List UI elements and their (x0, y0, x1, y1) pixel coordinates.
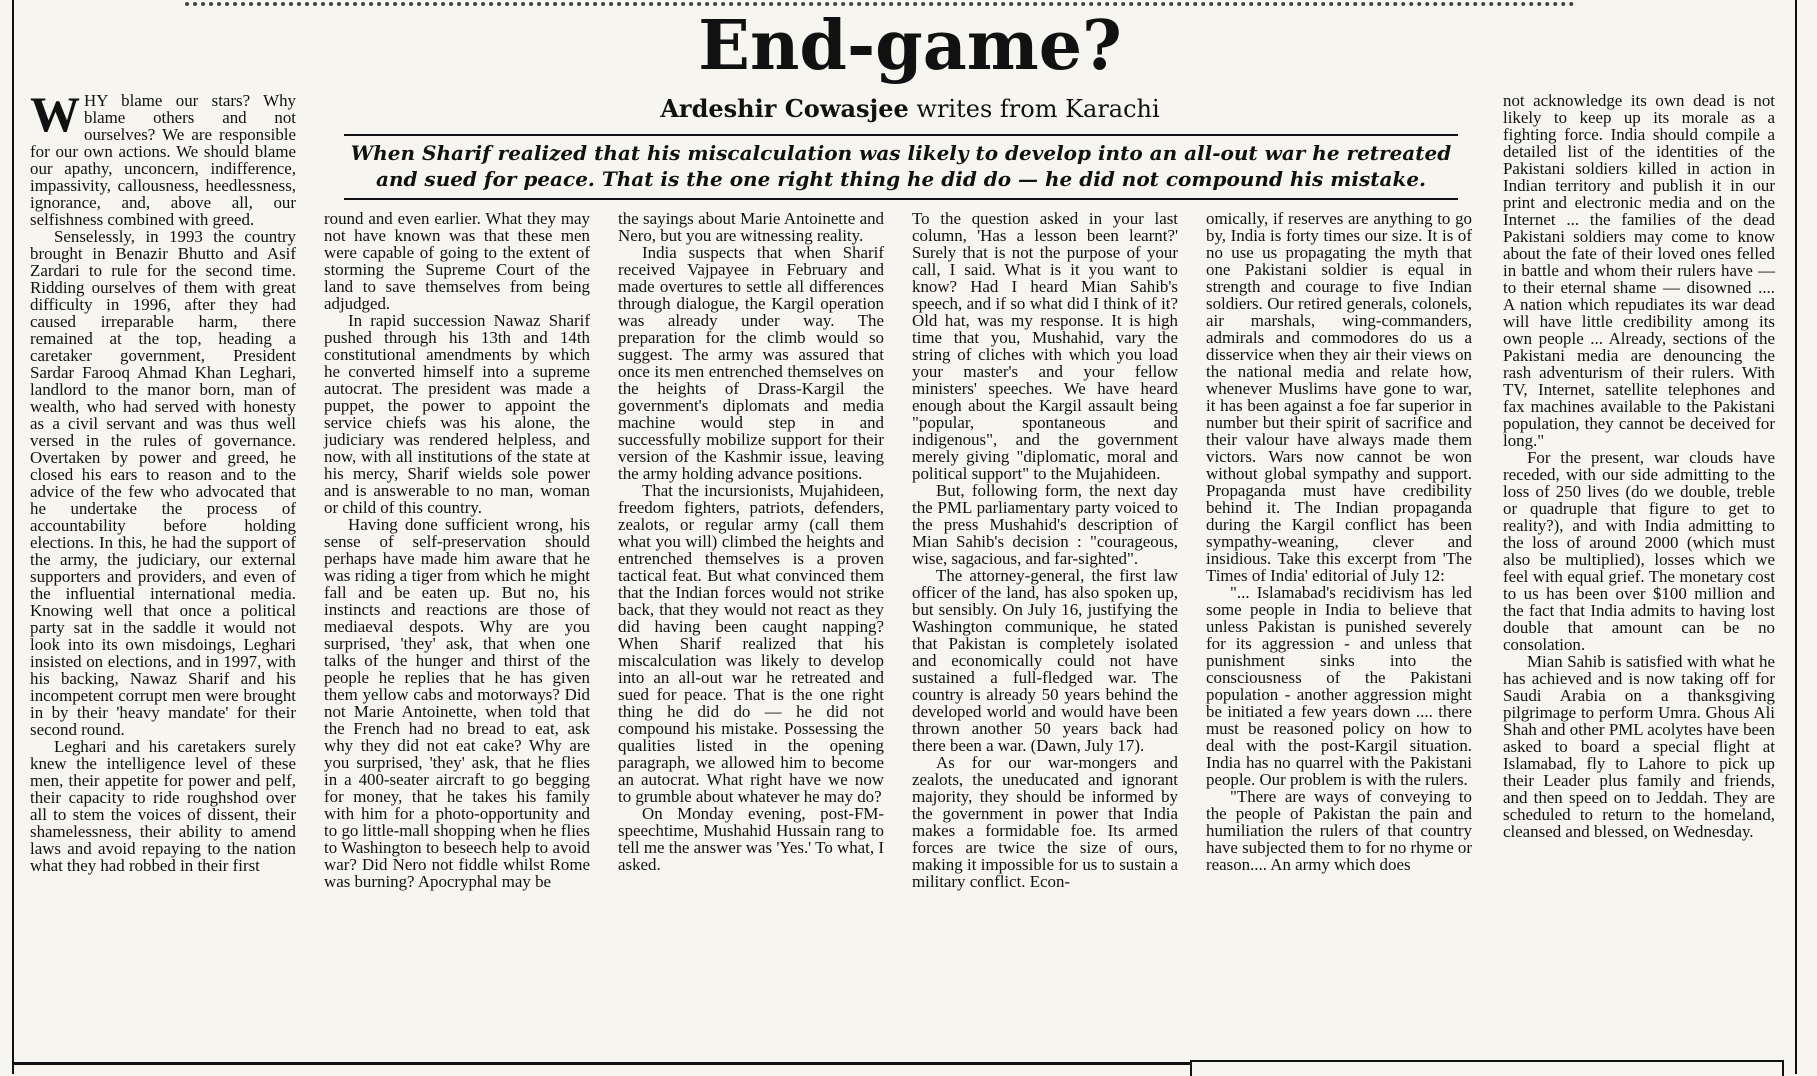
article-column-1 (30, 86, 296, 1052)
right-border-rule (1795, 0, 1797, 1074)
paragraph (1503, 653, 1775, 840)
paragraph-text: The attorney-general, the first law officer of the land, has also spoken up, but sensibly. On July 16, justifying the Washington communique, he stated that Pakistan is completely isolated and economically could not have sustained a full-fledged war. The country is already 50 years behind the developed world and would have been thrown another 50 years back had there been a war. (Dawn, July 17). (912, 566, 1178, 755)
paragraph (324, 312, 590, 516)
paragraph (30, 86, 296, 229)
paragraph (1206, 210, 1472, 584)
byline (560, 94, 1260, 124)
article-column-2 (324, 210, 590, 890)
paragraph-text: As for our war-mongers and zealots, the uneducated and ignorant majority, they should be informed by the government in power that India makes a formidable foe. Its armed forces are twice the size of ours, making it impossible for us to sustain a military conflict. Econ- (912, 753, 1178, 891)
paragraph (912, 754, 1178, 890)
paragraph-text: "There are ways of conveying to the people of Pakistan the pain and humiliation the rulers of that country have subjected them to for no rhyme or reason.... An army which does (1206, 787, 1472, 874)
paragraph (324, 210, 590, 312)
paragraph (1206, 584, 1472, 788)
article-column-3 (618, 210, 884, 873)
paragraph-text: Mian Sahib is satisfied with what he has achieved and is now taking off for Saudi Arabia on a thanksgiving pilgrimage to perform Umra. Ghous Ali Shah and other PML acolytes have been asked to board a special flight at Islamabad, fly to Lahore to pick up their Leader plus family and friends, and then speed on to Jeddah. They are scheduled to return to the homeland, cleansed and blessed, on Wednesday. (1503, 652, 1775, 841)
paragraph (618, 805, 884, 873)
paragraph (30, 738, 296, 874)
paragraph (1206, 788, 1472, 873)
paragraph-text: Senselessly, in 1993 the country brought in Benazir Bhutto and Asif Zardari to rule for the second time. Ridding ourselves of them with great difficulty in 1996, after they had caused irreparable harm, there remained at the top, heading a caretaker government, President Sardar Farooq Ahmad Khan Leghari, landlord to the manor born, man of wealth, who had served with honesty as a civil servant and was thus well versed in the rules of governance. Overtaken by power and greed, he closed his ears to reason and to the advice of the few who advocated that he undertake the process of accountability before holding elections. In this, he had the support of the army, the judiciary, our external supporters and providers, and even of the influential international media. Knowing well that once a political party sat in the saddle it would not look into its own misdoings, Leghari insisted on elections, and in 1997, with his backing, Nawaz Sharif and his incompetent corrupt men were brought in by their 'heavy mandate' for their second round. (30, 227, 296, 739)
paragraph (618, 482, 884, 805)
drop-cap: W (30, 86, 80, 142)
paragraph (324, 516, 590, 890)
bottom-rule (12, 1062, 1192, 1065)
standfirst: When Sharif realized that his miscalculation was likely to develop into an all-out war he retreated and sued for peace. That is the one right thing he did do — he did not compound his mistake. (344, 134, 1458, 200)
paragraph-text: On Monday evening, post-FM-speechtime, Mushahid Hussain rang to tell me the answer was 'Yes.' To what, I asked. (618, 804, 884, 874)
paragraph-text: round and even earlier. What they may not have known was that these men were capable of going to the extent of storming the Supreme Court of the land to save themselves from being adjudged. (324, 209, 590, 313)
paragraph-text: "... Islamabad's recidivism has led some people in India to believe that unless Pakistan is punished severely for its aggression - and unless that punishment sinks into the consciousness of the Pakistani population - another aggression might be initiated a few years down .... there must be reasoned policy on how to deal with the post-Kargil situation. India has no quarrel with the Pakistani people. Our problem is with the rulers. (1206, 583, 1472, 789)
paragraph (1503, 92, 1775, 449)
paragraph (618, 244, 884, 482)
byline-location: writes from Karachi (916, 95, 1160, 123)
paragraph-text: To the question asked in your last column, 'Has a lesson been learnt?' Surely that is not the purpose of your call, I said. What is it you want to know? Had I heard Mian Sahib's speech, and if so what did I think of it? Old hat, was my response. It is high time that you, Mushahid, vary the string of cliches with which you load your master's and your fellow ministers' speeches. We have heard enough about the Kargil assault being "popular, spontaneous and indigenous", and the government merely giving "diplomatic, moral and political support" to the Mujahideen. (912, 209, 1178, 483)
paragraph (912, 567, 1178, 754)
paragraph (30, 228, 296, 738)
paragraph-text: Leghari and his caretakers surely knew the intelligence level of these men, their appetite for power and pelf, their capacity to ride roughshod over all to stem the voices of dissent, their shamelessness, their ability to amend laws and avoid repaying to the nation what they had robbed in their first (30, 737, 296, 875)
paragraph (618, 210, 884, 244)
paragraph-text: That the incursionists, Mujahideen, freedom fighters, patriots, defenders, zealots, or regular army (call them what you will) climbed the heights and entrenched themselves is a proven tactical feat. But what convinced them that the Indian forces would not strike back, that they would not react as they did having been caught napping? When Sharif realized that his miscalculation was likely to develop into an all-out war he retreated and sued for peace. That is the one right thing he did do — he did not compound his mistake. Possessing the qualities listed in the opening paragraph, we allowed him to become an autocrat. What right have we now to grumble about whatever he may do? (618, 481, 884, 806)
paragraph-text: not acknowledge its own dead is not likely to keep up its morale as a fighting force. India should compile a detailed list of the identities of the Pakistani soldiers killed in action in Indian territory and publish it in our print and electronic media and on the Internet ... the families of the dead Pakistani soldiers may come to know about the fate of their loved ones felled in battle and whom their rulers have — to their eternal shame — disowned .... A nation which repudiates its war dead will have little credibility among its own people ... Already, sections of the Pakistani media are denouncing the rash adventurism of their rulers. With TV, Internet, satellite telephones and fax machines available to the Pakistani population, they cannot be deceived for long." (1503, 91, 1775, 450)
headline: End-game? (698, 6, 1122, 86)
paragraph-text: For the present, war clouds have receded, with our side admitting to the loss of 250 lives (do we double, treble or quadruple that figure to get to reality?), and with India admitting to the loss of around 2000 (which must also be multiplied), losses which we feel with equal grief. The monetary cost to us has been over $100 million and the fact that India admits to having lost double that amount can be no consolation. (1503, 448, 1775, 654)
article-column-4 (912, 210, 1178, 890)
byline-author: Ardeshir Cowasjee (660, 94, 909, 123)
paragraph-text: India suspects that when Sharif received Vajpayee in February and made overtures to settle all differences through dialogue, the Kargil operation was already under way. The preparation for the climb would so suggest. The army was assured that once its men entrenched themselves on the heights of Drass-Kargil the government's diplomats and media machine would step in and successfully mobilize support for their version of the Kashmir issue, leaving the army holding advance positions. (618, 243, 884, 483)
paragraph-text: Having done sufficient wrong, his sense of self-preservation should perhaps have made him aware that he was riding a tiger from which he might fall and be eaten up. But no, his instincts and reactions are those of mediaeval despots. Why are you surprised, 'they' ask, that when one talks of the hunger and thirst of the people he replies that he has given them yellow cabs and motorways? Did not Marie Antoinette, when told that the French had no bread to eat, ask why they did not eat cake? Why are you surprised, 'they' ask, that he flies in a 400-seater aircraft to go begging for money, that he takes his family with him for a photo-opportunity and to go little-mall shopping when he flies to Washington to beseech help to avoid war? Did Nero not fiddle whilst Rome was burning? Apocryphal may be (324, 515, 590, 891)
paragraph (1503, 449, 1775, 653)
paragraph (912, 482, 1178, 567)
article-column-5 (1206, 210, 1472, 873)
article-column-6 (1503, 92, 1775, 840)
paragraph-text: omically, if reserves are anything to go by, India is forty times our size. It is of no use us propagating the myth that one Pakistani soldier is equal in strength and courage to five Indian soldiers. Our retired generals, colonels, air marshals, wing-commanders, admirals and commodores do us a disservice when they air their views on the national media and relate how, whenever Muslims have gone to war, it has been against a foe far superior in number but their spirit of sacrifice and their valour have always made them victors. Wars now cannot be won without global sympathy and support. Propaganda must have credibility behind it. The Indian propaganda during the Kargil conflict has been sympathy-weaning, clever and insidious. Take this excerpt from 'The Times of India' editorial of July 12: (1206, 209, 1472, 585)
paragraph-text: the sayings about Marie Antoinette and Nero, but you are witnessing reality. (618, 209, 884, 245)
paragraph-text: HY blame our stars? Why blame others and not ourselves? We are responsible for our own actions. We should blame our apathy, unconcern, indifference, impassivity, callousness, heedlessness, ignorance, and, above all, our selfishness combined with greed. (30, 91, 296, 229)
left-border-rule (12, 0, 14, 1074)
paragraph (912, 210, 1178, 482)
paragraph-text: In rapid succession Nawaz Sharif pushed through his 13th and 14th constitutional amendments by which he converted himself into a supreme autocrat. The president was made a puppet, the power to appoint the service chiefs was his alone, the judiciary was rendered helpless, and now, with all institutions of the state at his mercy, Sharif wields sole power and is answerable to no man, woman or child of this country. (324, 311, 590, 517)
paragraph-text: But, following form, the next day the PML parliamentary party voiced to the press Mushahid's description of Mian Sahib's decision : "courageous, wise, sagacious, and far-sighted". (912, 481, 1178, 568)
